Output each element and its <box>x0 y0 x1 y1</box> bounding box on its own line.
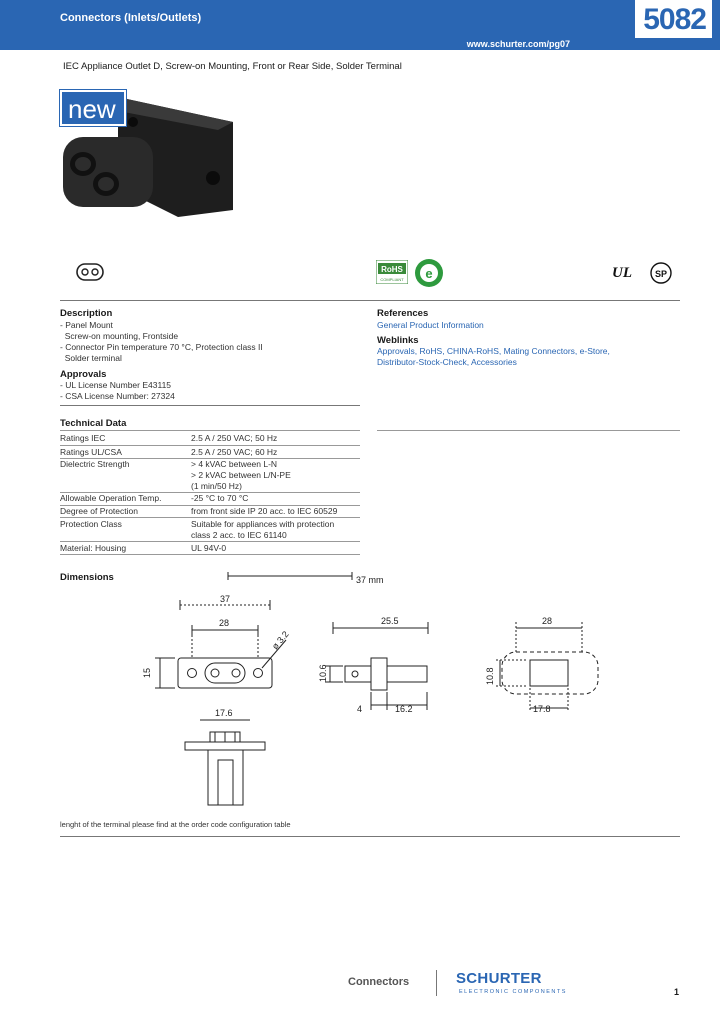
dim-3-2: ø 3.2 <box>269 629 291 652</box>
row-value: > 4 kVAC between L-N <box>191 459 278 469</box>
schurter-logo: SCHURTER <box>456 970 542 987</box>
rohs-icon <box>376 260 408 284</box>
new-badge: new <box>60 90 126 126</box>
row-key: Ratings UL/CSA <box>60 447 122 457</box>
header-url-link[interactable]: www.schurter.com/pg07 <box>466 39 570 49</box>
row-value: > 2 kVAC between L/N-PE <box>191 470 291 480</box>
dim-10-8: 10.8 <box>485 667 495 685</box>
schurter-logo-sub: ELECTRONIC COMPONENTS <box>459 989 567 995</box>
general-product-info-link[interactable]: General Product Information <box>377 320 484 330</box>
dim-17-8: 17.8 <box>533 704 551 714</box>
approvals-line: - UL License Number E43115 <box>60 380 172 390</box>
row-value: -25 °C to 70 °C <box>191 493 249 503</box>
ul-label: UL <box>612 265 632 281</box>
dim-10-6: 10.6 <box>318 664 328 682</box>
references-title: References <box>377 308 429 319</box>
description-line: - Connector Pin temperature 70 °C, Protection class II <box>60 342 263 352</box>
row-key: Protection Class <box>60 519 122 529</box>
table-rule <box>377 430 680 431</box>
row-value: 2.5 A / 250 VAC; 50 Hz <box>191 433 278 443</box>
dim-4: 4 <box>357 704 363 714</box>
dim-25-5: 25.5 <box>381 616 399 626</box>
socket-symbol-icon <box>76 263 104 281</box>
row-value: from front side IP 20 acc. to IEC 60529 <box>191 506 338 516</box>
divider <box>60 836 680 837</box>
dim-28-cutout: 28 <box>542 616 553 626</box>
approvals-title: Approvals <box>60 369 107 380</box>
dim-17-6: 17.6 <box>215 708 233 718</box>
row-value: (1 min/50 Hz) <box>191 481 243 491</box>
footer-category: Connectors <box>348 976 410 988</box>
scale-label: 37 mm <box>356 575 384 585</box>
row-key: Allowable Operation Temp. <box>60 493 162 503</box>
description-line: Screw-on mounting, Frontside <box>60 331 179 341</box>
url-bar <box>0 38 720 50</box>
terminal-note: lenght of the terminal please find at the order code configuration table <box>60 820 291 829</box>
footer-divider <box>436 970 437 996</box>
divider <box>60 405 360 406</box>
description-title: Description <box>60 308 113 319</box>
dimensions-title: Dimensions <box>60 572 114 583</box>
table-rule <box>60 541 360 542</box>
product-number: 5082 <box>635 0 712 38</box>
row-value: Suitable for appliances with protection <box>191 519 335 529</box>
table-rule <box>60 445 360 446</box>
divider <box>60 300 680 301</box>
china-rohs-icon <box>414 258 444 288</box>
row-value: class 2 acc. to IEC 61140 <box>191 530 287 540</box>
technical-data-title: Technical Data <box>60 418 127 429</box>
row-value: UL 94V-0 <box>191 543 227 553</box>
dim-28: 28 <box>219 618 230 628</box>
dim-16-2: 16.2 <box>395 704 413 714</box>
product-subtitle: IEC Appliance Outlet D, Screw-on Mounting, Front or Rear Side, Solder Terminal <box>63 61 402 72</box>
row-key: Dielectric Strength <box>60 459 130 469</box>
weblinks-title: Weblinks <box>377 335 419 346</box>
description-line: Solder terminal <box>60 353 122 363</box>
weblinks-line-1[interactable]: Approvals, RoHS, CHINA-RoHS, Mating Connectors, e-Store, <box>377 346 610 356</box>
approvals-line: - CSA License Number: 27324 <box>60 391 175 401</box>
table-rule <box>60 430 360 431</box>
table-rule <box>60 554 360 555</box>
row-key: Degree of Protection <box>60 506 138 516</box>
svg-text:e: e <box>425 266 433 281</box>
csa-icon <box>650 262 672 284</box>
row-key: Ratings IEC <box>60 433 106 443</box>
weblinks-line-2[interactable]: Distributor-Stock-Check, Accessories <box>377 357 517 367</box>
row-value: 2.5 A / 250 VAC; 60 Hz <box>191 447 278 457</box>
table-rule <box>60 517 360 518</box>
rohs-sub-label: COMPLIANT <box>380 277 404 282</box>
description-line: - Panel Mount <box>60 320 113 330</box>
dimension-drawing <box>0 560 720 820</box>
dim-15: 15 <box>142 667 152 678</box>
csa-label: SP <box>654 269 668 279</box>
header-section-title: Connectors (Inlets/Outlets) <box>60 12 202 24</box>
dim-37: 37 <box>220 594 231 604</box>
page-number: 1 <box>674 987 680 997</box>
ul-recognized-icon <box>610 262 636 282</box>
rohs-label: RoHS <box>381 265 403 274</box>
row-key: Material: Housing <box>60 543 127 553</box>
